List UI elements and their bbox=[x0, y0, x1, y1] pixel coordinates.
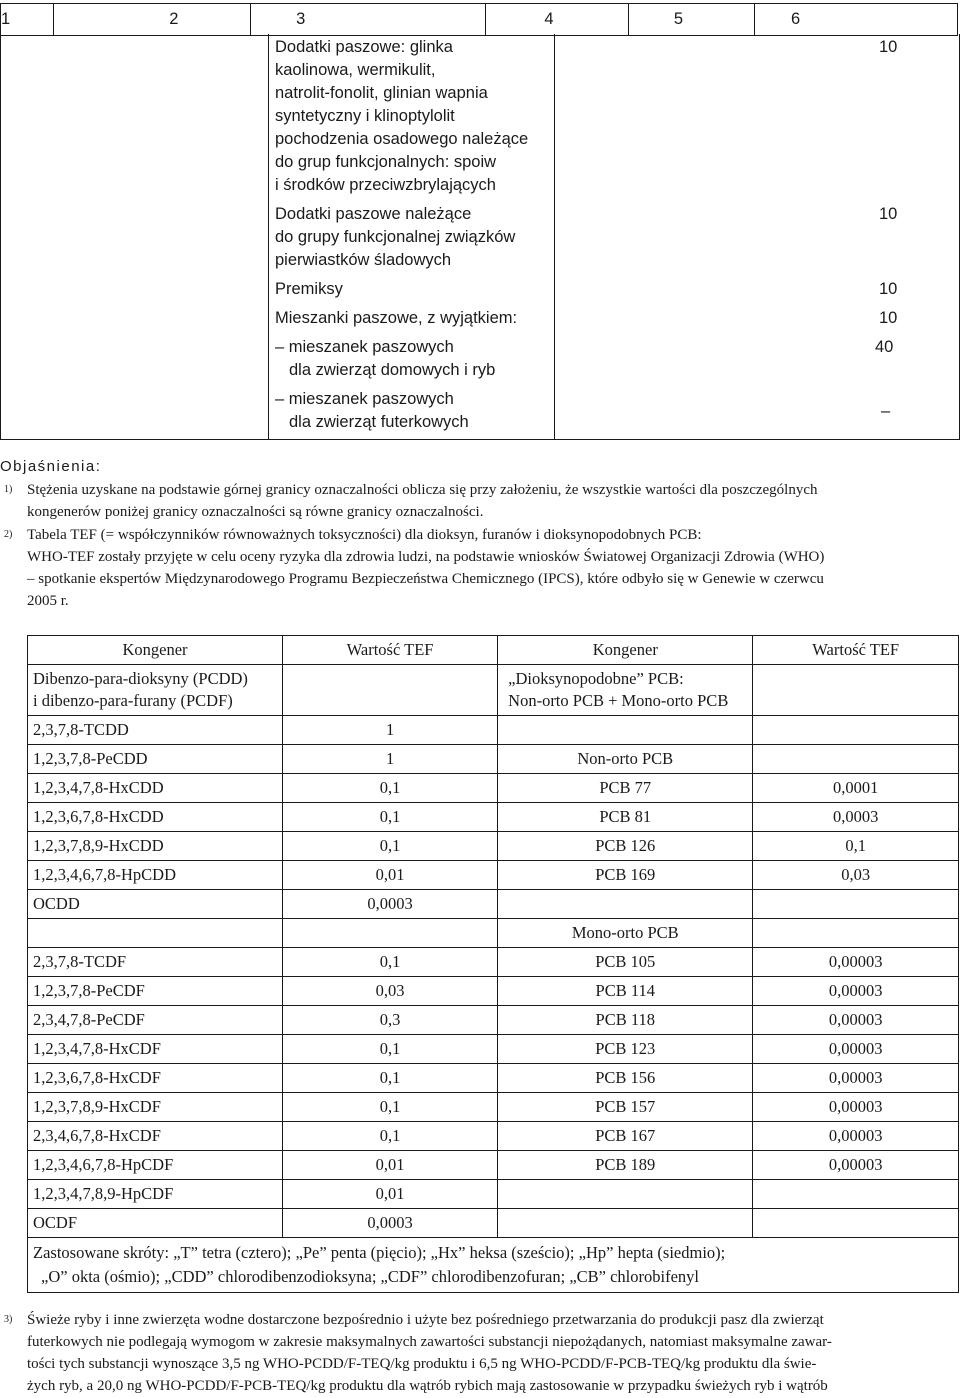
note-line: 2005 r. bbox=[27, 593, 69, 609]
congener-pcdd: 2,3,7,8-TCDF bbox=[28, 948, 283, 977]
congener-pcb: PCB 114 bbox=[498, 977, 753, 1006]
limits-table bbox=[0, 3, 958, 36]
header-col-3: 3 bbox=[251, 4, 486, 36]
congener-pcdd: 2,3,4,7,8-PeCDF bbox=[28, 1006, 283, 1035]
product-line: – mieszanek paszowych bbox=[275, 390, 454, 408]
max-value: 10 bbox=[879, 205, 898, 223]
congener-pcdd: 1,2,3,6,7,8-HxCDF bbox=[28, 1064, 283, 1093]
product-line: natrolit-fonolit, glinian wapnia bbox=[275, 84, 488, 102]
tef-value-pcdd: 0,1 bbox=[282, 774, 497, 803]
congener-pcb: Non-orto PCB bbox=[498, 745, 753, 774]
congener-pcdd: OCDD bbox=[28, 890, 283, 919]
abbreviations-line: „O” okta (ośmio); „CDD” chlorodibenzodioksyna; „CDF” chlorodibenzofuran; „CB” chlorobifenyl bbox=[41, 1267, 699, 1286]
tef-row bbox=[28, 774, 959, 803]
note-line: tości tych substancji wynoszące 3,5 ng WHO-PCDD/F-TEQ/kg produktu i 6,5 ng WHO-PCDD/F-PCB-TEQ/kg produktu dla świe- bbox=[27, 1356, 817, 1372]
tef-value-pcb: 0,1 bbox=[753, 832, 959, 861]
product-line: dla zwierząt domowych i ryb bbox=[289, 361, 496, 379]
product-line: pochodzenia osadowego należące bbox=[275, 130, 529, 148]
product-line: Dodatki paszowe: glinka bbox=[275, 38, 453, 56]
tef-row bbox=[28, 977, 959, 1006]
tef-value-pcdd: 0,1 bbox=[282, 803, 497, 832]
tef-value-pcdd: 0,0003 bbox=[282, 890, 497, 919]
congener-pcb bbox=[498, 1209, 753, 1238]
tef-value-pcdd: 0,01 bbox=[282, 861, 497, 890]
tef-abbreviations-row bbox=[28, 1238, 959, 1293]
tef-value-pcdd: 0,1 bbox=[282, 1093, 497, 1122]
tef-rows bbox=[28, 716, 959, 1238]
max-value: 10 bbox=[879, 309, 898, 327]
tef-value-pcb: 0,00003 bbox=[753, 1093, 959, 1122]
header-col-6: 6 bbox=[755, 4, 958, 36]
congener-pcdd: 2,3,4,6,7,8-HxCDF bbox=[28, 1122, 283, 1151]
tef-table bbox=[27, 635, 959, 1293]
product-line: do grup funkcjonalnych: spoiw bbox=[275, 153, 497, 171]
note-line: WHO-TEF zostały przyjęte w celu oceny ryzyka dla zdrowia ludzi, na podstawie wniosków Światowej Organizacji Zdrowia (WHO) bbox=[27, 549, 825, 565]
tef-value-pcb: 0,00003 bbox=[753, 1064, 959, 1093]
abbreviations bbox=[28, 1238, 959, 1293]
tef-row bbox=[28, 1035, 959, 1064]
tef-value-pcb: 0,00003 bbox=[753, 1151, 959, 1180]
max-value: 10 bbox=[879, 38, 898, 56]
row-fur-animal-feed bbox=[275, 388, 469, 434]
notes-heading: Objaśnienia: bbox=[0, 458, 102, 475]
product-line: – mieszanek paszowych bbox=[275, 338, 454, 356]
congener-pcb bbox=[498, 1180, 753, 1209]
empty-cell bbox=[282, 665, 497, 716]
tef-value-pcdd: 0,01 bbox=[282, 1180, 497, 1209]
congener-pcb: PCB 105 bbox=[498, 948, 753, 977]
tef-row bbox=[28, 1122, 959, 1151]
tef-value-pcb bbox=[753, 890, 959, 919]
tef-value-pcb: 0,00003 bbox=[753, 1006, 959, 1035]
congener-pcb: PCB 169 bbox=[498, 861, 753, 890]
note-line: – spotkanie ekspertów Międzynarodowego Programu Bezpieczeństwa Chemicznego (IPCS), które odbyło się w Genewie w czerwcu bbox=[27, 571, 824, 587]
tef-value-pcdd: 0,1 bbox=[282, 832, 497, 861]
congener-pcb: PCB 189 bbox=[498, 1151, 753, 1180]
note-2-marker: 2) bbox=[4, 529, 13, 540]
tef-value-pcdd: 0,1 bbox=[282, 1035, 497, 1064]
congener-pcb: PCB 167 bbox=[498, 1122, 753, 1151]
tef-value-pcdd: 0,1 bbox=[282, 948, 497, 977]
congener-pcdd: 1,2,3,4,7,8-HxCDF bbox=[28, 1035, 283, 1064]
tef-row bbox=[28, 890, 959, 919]
congener-pcdd: 1,2,3,7,8-PeCDF bbox=[28, 977, 283, 1006]
tef-value-pcdd: 1 bbox=[282, 745, 497, 774]
tef-header: Wartość TEF bbox=[753, 636, 959, 665]
tef-value-pcdd bbox=[282, 919, 497, 948]
note-line: żych ryb, a 20,0 ng WHO-PCDD/F-PCB-TEQ/kg produktu dla wątrób rybich mają zastosowanie w przypadku świeżych ryb i wątrób bbox=[27, 1378, 828, 1394]
tef-value-pcb bbox=[753, 919, 959, 948]
tef-value-pcdd: 0,03 bbox=[282, 977, 497, 1006]
tef-row bbox=[28, 1093, 959, 1122]
tef-row bbox=[28, 803, 959, 832]
tef-header-row bbox=[28, 636, 959, 665]
congener-pcdd: 1,2,3,4,7,8,9-HpCDF bbox=[28, 1180, 283, 1209]
note-1 bbox=[0, 479, 818, 523]
max-value: – bbox=[881, 402, 891, 420]
tef-value-pcb bbox=[753, 1209, 959, 1238]
pcdd-pcdf-group bbox=[28, 665, 283, 716]
congener-pcdd: OCDF bbox=[28, 1209, 283, 1238]
tef-value-pcdd: 0,1 bbox=[282, 1122, 497, 1151]
row-compound-feed: Mieszanki paszowe, z wyjątkiem: bbox=[275, 309, 518, 327]
tef-value-pcb: 0,03 bbox=[753, 861, 959, 890]
dl-pcb-group bbox=[498, 665, 753, 716]
group-line: Dibenzo-para-dioksyny (PCDD) bbox=[33, 669, 248, 688]
congener-pcdd: 1,2,3,6,7,8-HxCDD bbox=[28, 803, 283, 832]
tef-value-pcdd: 0,01 bbox=[282, 1151, 497, 1180]
note-line: Tabela TEF (= współczynników równoważnych toksyczności) dla dioksyn, furanów i dioksynopodobnych PCB: bbox=[27, 527, 702, 543]
tef-value-pcb bbox=[753, 1180, 959, 1209]
congener-pcb bbox=[498, 890, 753, 919]
limits-table-header bbox=[1, 4, 958, 36]
row-pet-fish-feed bbox=[275, 336, 495, 382]
product-line: do grupy funkcjonalnej związków bbox=[275, 228, 516, 246]
congener-pcb: PCB 123 bbox=[498, 1035, 753, 1064]
note-3-marker: 3) bbox=[4, 1314, 13, 1325]
product-line: kaolinowa, wermikulit, bbox=[275, 61, 436, 79]
group-line: „Dioksynopodobne” PCB: bbox=[508, 669, 684, 688]
tef-header: Kongener bbox=[498, 636, 753, 665]
congener-pcb: Mono-orto PCB bbox=[498, 919, 753, 948]
tef-value-pcb: 0,00003 bbox=[753, 1035, 959, 1064]
congener-pcb: PCB 156 bbox=[498, 1064, 753, 1093]
row-trace-elements-additives bbox=[275, 203, 515, 272]
congener-pcdd: 1,2,3,7,8,9-HxCDD bbox=[28, 832, 283, 861]
product-line: syntetyczny i klinoptylolit bbox=[275, 107, 455, 125]
header-col-5: 5 bbox=[628, 4, 754, 36]
tef-value-pcdd: 0,0003 bbox=[282, 1209, 497, 1238]
product-line: i środków przeciwzbrylających bbox=[275, 176, 496, 194]
header-col-4: 4 bbox=[486, 4, 629, 36]
congener-pcdd bbox=[28, 919, 283, 948]
congener-pcb: PCB 77 bbox=[498, 774, 753, 803]
tef-row bbox=[28, 1209, 959, 1238]
congener-pcb: PCB 126 bbox=[498, 832, 753, 861]
tef-row bbox=[28, 1151, 959, 1180]
congener-pcb bbox=[498, 716, 753, 745]
congener-pcdd: 1,2,3,4,7,8-HxCDD bbox=[28, 774, 283, 803]
congener-pcdd: 1,2,3,4,6,7,8-HpCDD bbox=[28, 861, 283, 890]
product-line: Dodatki paszowe należące bbox=[275, 205, 472, 223]
tef-row bbox=[28, 745, 959, 774]
product-line: dla zwierząt futerkowych bbox=[289, 413, 469, 431]
max-value: 10 bbox=[879, 280, 898, 298]
note-line: futerkowych nie podlegają wymogom w zakresie maksymalnych zawartości substancji niepożądanych, natomiast maksymalne zawar- bbox=[27, 1334, 832, 1350]
tef-value-pcb: 0,00003 bbox=[753, 1122, 959, 1151]
limits-table-body bbox=[0, 34, 960, 440]
congener-pcdd: 1,2,3,7,8-PeCDD bbox=[28, 745, 283, 774]
row-premixes: Premiksy bbox=[275, 280, 343, 298]
product-line: pierwiastków śladowych bbox=[275, 251, 452, 269]
congener-pcdd: 1,2,3,7,8,9-HxCDF bbox=[28, 1093, 283, 1122]
congener-pcb: PCB 118 bbox=[498, 1006, 753, 1035]
congener-pcb: PCB 157 bbox=[498, 1093, 753, 1122]
tef-row bbox=[28, 1180, 959, 1209]
tef-row bbox=[28, 716, 959, 745]
note-3 bbox=[0, 1309, 832, 1397]
tef-group-row bbox=[28, 665, 959, 716]
tef-row bbox=[28, 832, 959, 861]
abbreviations-line: Zastosowane skróty: „T” tetra (cztero); „Pe” penta (pięcio); „Hx” heksa (sześcio); „Hp” hepta (siedmio); bbox=[33, 1243, 726, 1262]
tef-row bbox=[28, 1064, 959, 1093]
empty-cell bbox=[753, 665, 959, 716]
row-clay-additives bbox=[275, 36, 528, 197]
tef-value-pcb bbox=[753, 716, 959, 745]
note-line: kongenerów poniżej granicy oznaczalności są równe granicy oznaczalności. bbox=[27, 504, 484, 520]
header-col-1: 1 bbox=[1, 4, 54, 36]
tef-header: Wartość TEF bbox=[282, 636, 497, 665]
header-col-2: 2 bbox=[54, 4, 251, 36]
congener-pcb: PCB 81 bbox=[498, 803, 753, 832]
tef-row bbox=[28, 948, 959, 977]
tef-row bbox=[28, 1006, 959, 1035]
note-1-marker: 1) bbox=[4, 484, 13, 495]
tef-value-pcdd: 0,3 bbox=[282, 1006, 497, 1035]
tef-value-pcdd: 1 bbox=[282, 716, 497, 745]
max-value: 40 bbox=[875, 338, 894, 356]
tef-row bbox=[28, 861, 959, 890]
group-line: i dibenzo-para-furany (PCDF) bbox=[33, 691, 233, 710]
tef-value-pcdd: 0,1 bbox=[282, 1064, 497, 1093]
group-line: Non-orto PCB + Mono-orto PCB bbox=[508, 691, 729, 710]
tef-value-pcb: 0,00003 bbox=[753, 948, 959, 977]
note-line: Stężenia uzyskane na podstawie górnej granicy oznaczalności oblicza się przy założeniu, że wszystkie wartości dla poszczególnych bbox=[27, 482, 818, 498]
tef-row bbox=[28, 919, 959, 948]
tef-header: Kongener bbox=[28, 636, 283, 665]
congener-pcdd: 1,2,3,4,6,7,8-HpCDF bbox=[28, 1151, 283, 1180]
note-line: Świeże ryby i inne zwierzęta wodne dostarczone bezpośrednio i użyte bez pośredniego przetwarzania do produkcji pasz dla zwierząt bbox=[27, 1312, 824, 1328]
tef-value-pcb: 0,00003 bbox=[753, 977, 959, 1006]
note-2 bbox=[0, 524, 824, 612]
tef-value-pcb bbox=[753, 745, 959, 774]
congener-pcdd: 2,3,7,8-TCDD bbox=[28, 716, 283, 745]
tef-value-pcb: 0,0003 bbox=[753, 803, 959, 832]
tef-value-pcb: 0,0001 bbox=[753, 774, 959, 803]
